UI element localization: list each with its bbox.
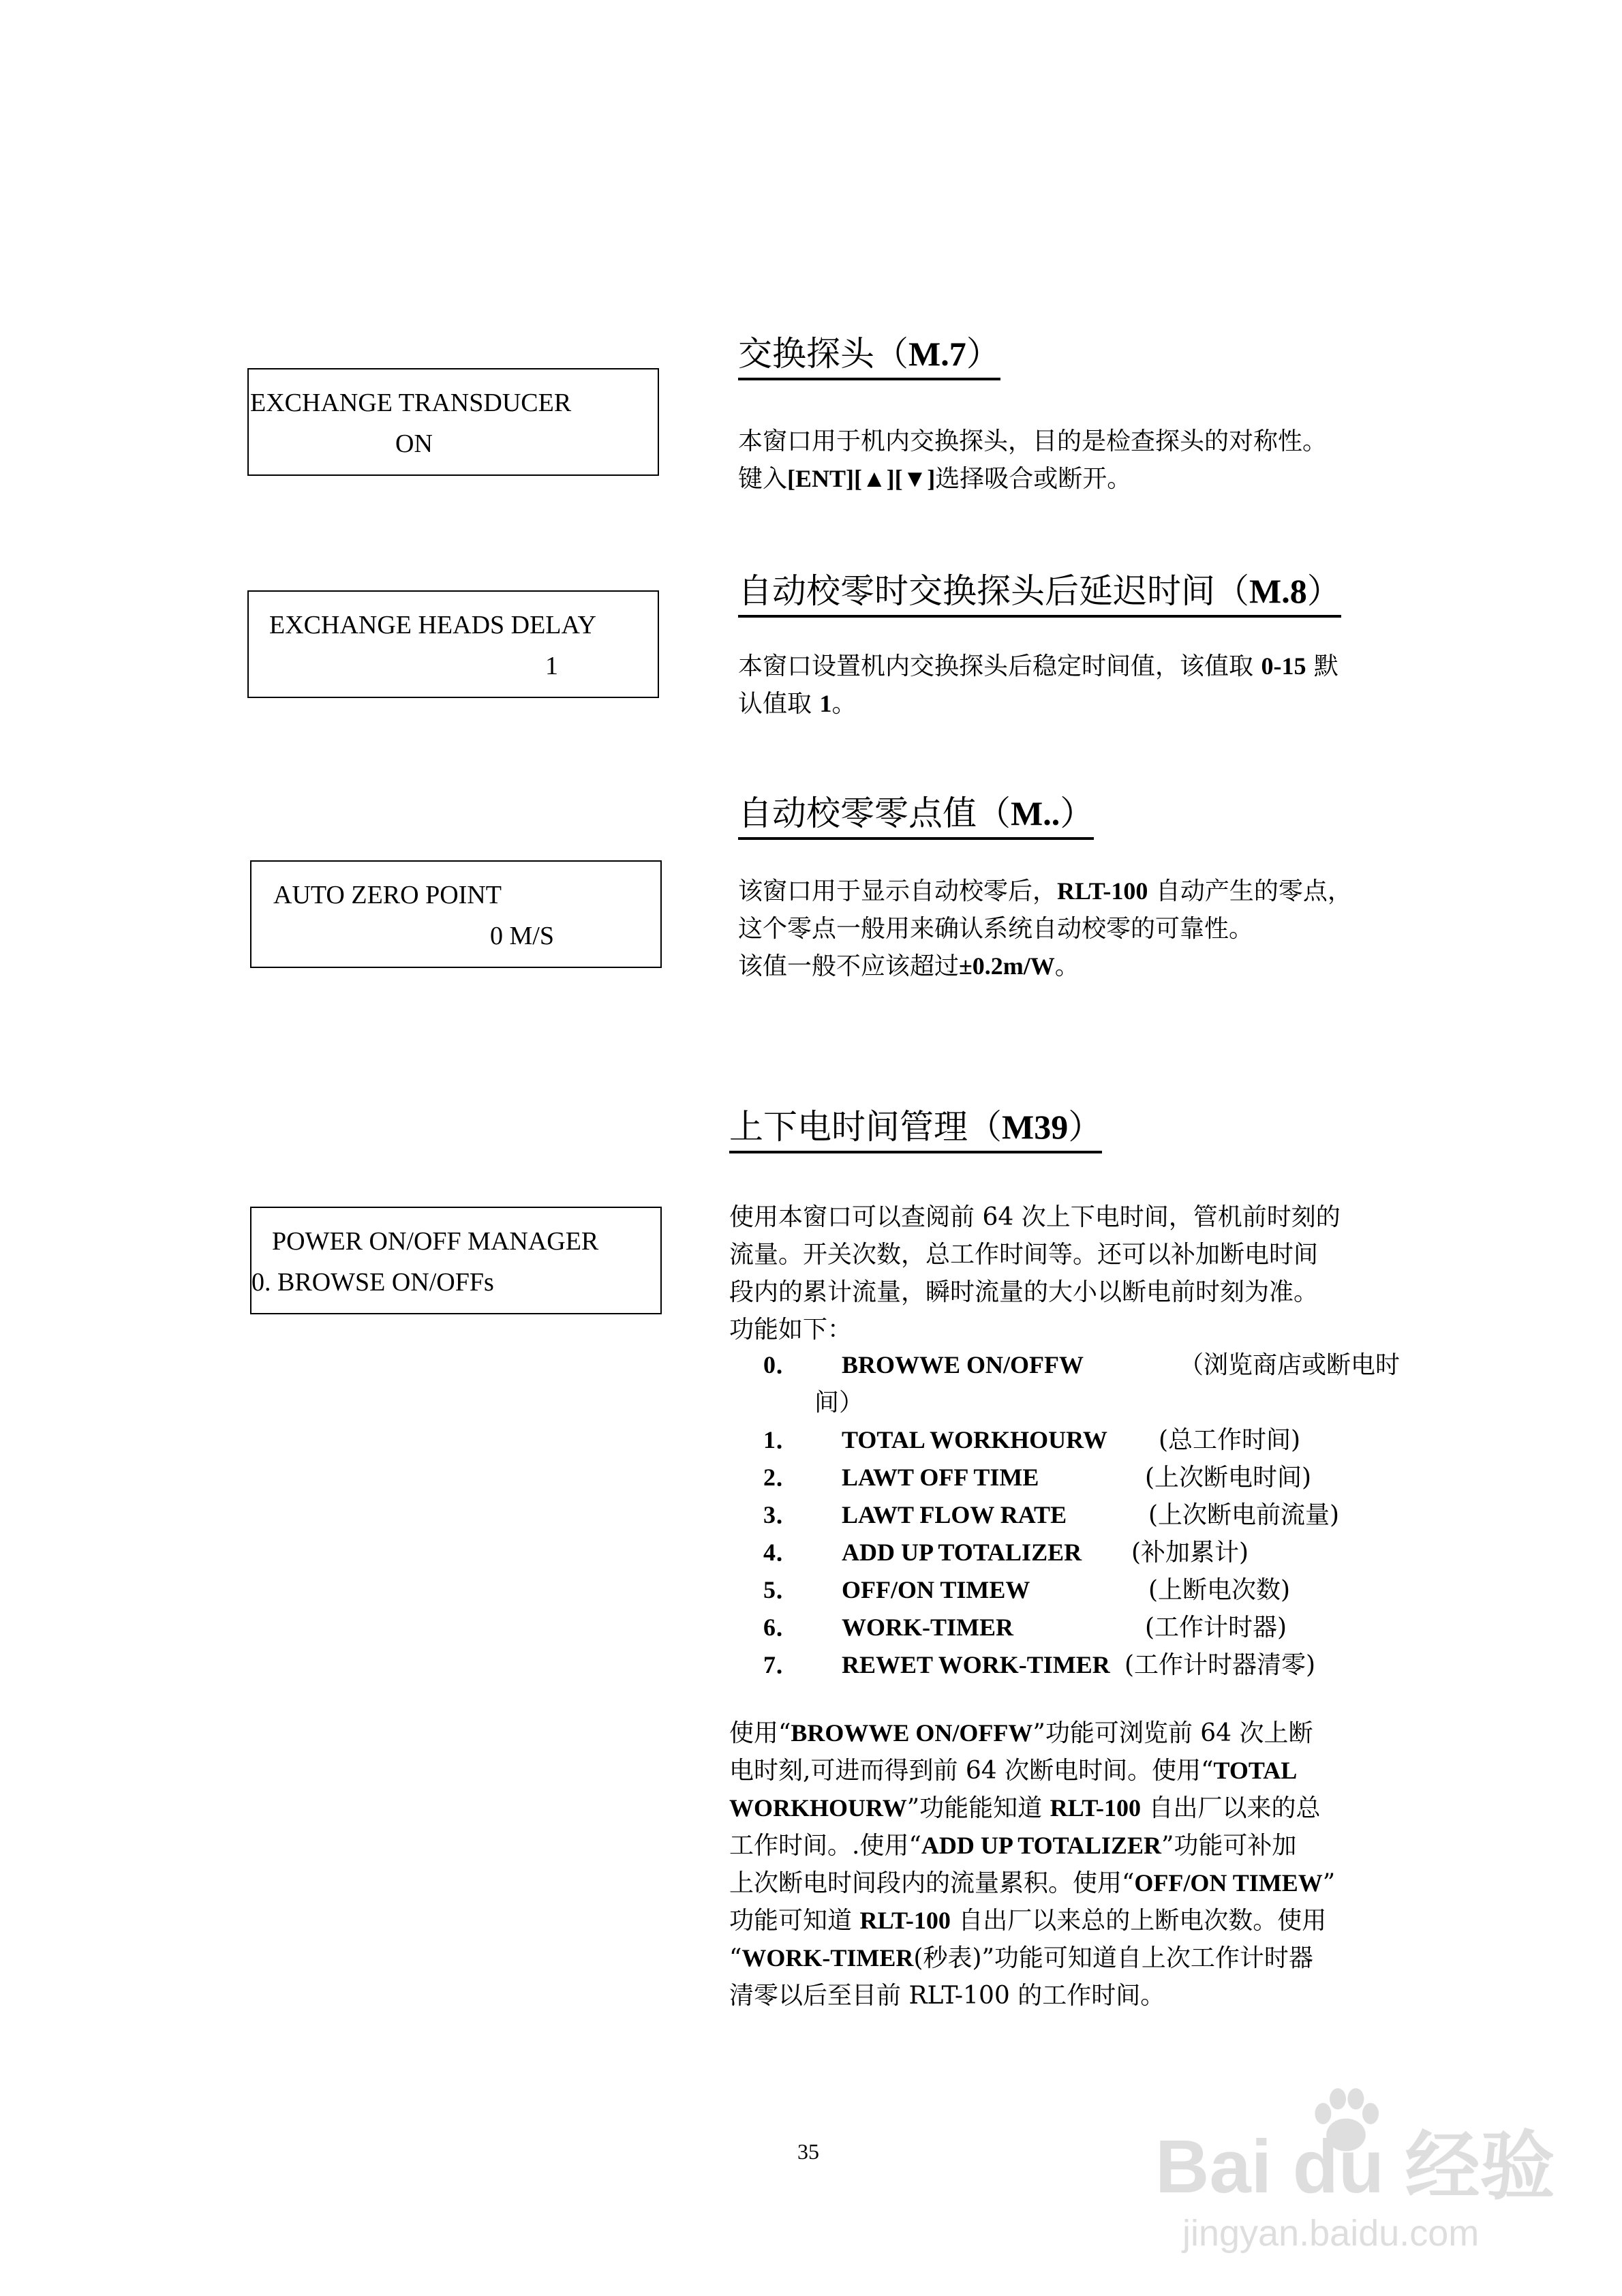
heading-m39: 上下电时间管理（M39） <box>729 1106 1102 1153</box>
list-item: 5． OFF/ON TIMEW (上断电次数) <box>763 1576 1291 1604</box>
display-exchange-heads-delay <box>247 590 659 698</box>
display-auto-zero-point <box>250 860 662 968</box>
paragraph-m39-intro: 使用本窗口可以查阅前 64 次上下电时间，管机前时刻的 流量。开关次数，总工作时间等。还可以补加断电时间 段内的累计流量，瞬时流量的大小以断电前时刻为准。 功能如下： <box>729 1203 1341 1344</box>
function-list <box>763 1346 1458 1684</box>
heading-m8: 自动校零时交换探头后延迟时间（M.8） <box>738 570 1341 618</box>
display-line-1: POWER ON/OFF MANAGER <box>272 1227 599 1256</box>
list-item: 3． LAWT FLOW RATE (上次断电前流量) <box>763 1501 1340 1529</box>
list-item: 4． ADD UP TOTALIZER (补加累计) <box>763 1539 1249 1567</box>
display-line-2: 0 M/S <box>490 922 554 950</box>
page-number: 35 <box>797 2139 819 2164</box>
list-item: 2． LAWT OFF TIME (上次断电时间) <box>763 1464 1312 1492</box>
display-power-on-off-manager <box>250 1207 662 1314</box>
heading-m-dot-dot: 自动校零零点值（M..） <box>738 792 1094 840</box>
paragraph-m8: 本窗口设置机内交换探头后稳定时间值，该值取 0-15 默 认值取 1。 <box>738 652 1338 718</box>
display-exchange-transducer <box>247 368 659 476</box>
paragraph-m7: 本窗口用于机内交换探头，目的是检查探头的对称性。 键入[ENT][▲][▼]选择吸合或断开。 <box>738 427 1328 493</box>
paragraph-m39-summary: 使用“BROWWE ON/OFFW”功能可浏览前 64 次上断 电时刻,可进而得到前 64 次断电时间。使用“TOTAL WORKHOURW”功能能知道 RLT-100 自出厂以来的总 工作时间。.使用“ADD UP TOTALIZER”功能可补加 上次断电时间段内的流量累积。使用“OFF/ON TIMEW” 功能可知道 RLT-100 自出厂以来总的上断电次数。使用 “WORK-TIMER(秒表)”功能可知道自上次工作计时器 清零以后至目前 RLT-100 的工作时间。 <box>729 1719 1336 2010</box>
display-line-1: EXCHANGE HEADS DELAY <box>269 611 596 639</box>
list-item: 6． WORK-TIMER (工作计时器) <box>763 1614 1287 1642</box>
watermark-logo: Bai du 经验 <box>1155 2125 1555 2209</box>
watermark-url: jingyan.baidu.com <box>1182 2213 1480 2254</box>
display-line-2: ON <box>395 429 433 458</box>
list-item: 1． TOTAL WORKHOURW (总工作时间) <box>763 1426 1301 1454</box>
display-line-1: AUTO ZERO POINT <box>273 881 502 909</box>
list-item-continuation: 间） <box>814 1389 864 1417</box>
list-item: 0． BROWWE ON/OFFW （浏览商店或断电时 <box>763 1351 1401 1379</box>
display-line-1: EXCHANGE TRANSDUCER <box>250 389 572 417</box>
list-item: 7． REWET WORK-TIMER (工作计时器清零) <box>763 1651 1316 1679</box>
display-line-2: 1 <box>545 652 558 680</box>
paragraph-auto-zero: 该窗口用于显示自动校零后，RLT-100 自动产生的零点， 这个零点一般用来确认系统自动校零的可靠性。 该值一般不应该超过±0.2m/W。 <box>738 877 1352 980</box>
display-line-2: 0. BROWSE ON/OFFs <box>251 1268 494 1297</box>
heading-m7: 交换探头（M.7） <box>738 333 1000 380</box>
baidu-jingyan-watermark <box>1135 2066 1557 2270</box>
